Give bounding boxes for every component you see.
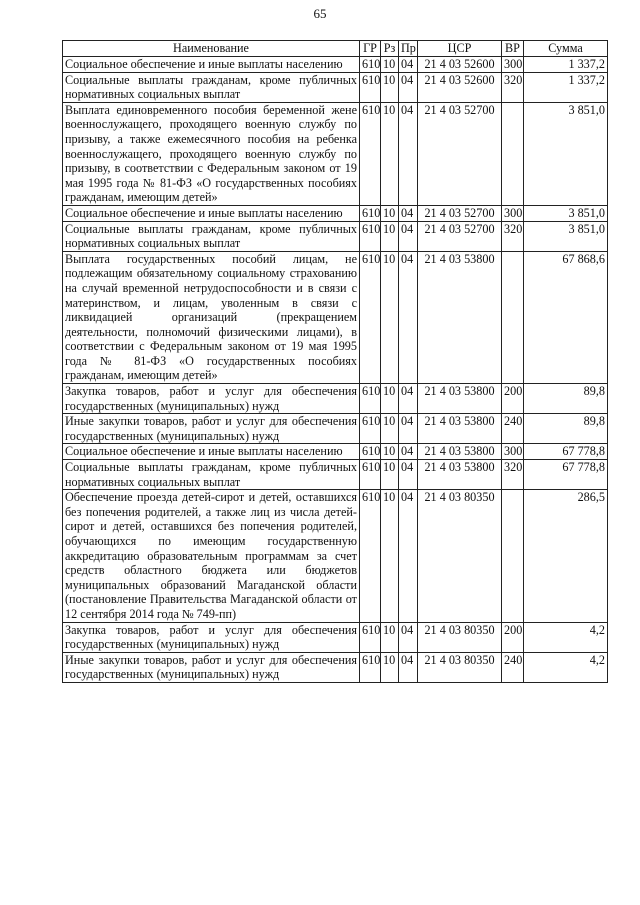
cell-csr: 21 4 03 52600 [418,72,502,102]
table-row [63,57,608,73]
header-vr: ВР [502,41,524,57]
cell-gr: 610 [360,490,381,622]
cell-gr: 610 [360,622,381,652]
cell-pr: 04 [399,102,418,205]
cell-sum: 286,5 [524,490,608,622]
cell-csr: 21 4 03 52600 [418,57,502,73]
table-row [63,490,608,622]
cell-rz: 10 [381,57,399,73]
cell-sum: 4,2 [524,622,608,652]
cell-rz: 10 [381,490,399,622]
cell-rz: 10 [381,444,399,460]
cell-name: Социальное обеспечение и иные выплаты населению [63,444,360,460]
table-row [63,384,608,414]
cell-sum: 1 337,2 [524,57,608,73]
cell-csr: 21 4 03 53800 [418,251,502,383]
table-row [63,205,608,221]
budget-table [62,40,608,683]
table-header [63,41,608,57]
header-csr: ЦСР [418,41,502,57]
cell-csr: 21 4 03 53800 [418,414,502,444]
cell-vr: 200 [502,622,524,652]
cell-pr: 04 [399,205,418,221]
cell-sum: 89,8 [524,414,608,444]
cell-name: Социальные выплаты гражданам, кроме публичных нормативных социальных выплат [63,72,360,102]
cell-vr: 320 [502,72,524,102]
cell-rz: 10 [381,102,399,205]
table-row [63,251,608,383]
cell-csr: 21 4 03 80350 [418,652,502,682]
cell-vr: 300 [502,444,524,460]
cell-sum: 1 337,2 [524,72,608,102]
cell-name: Обеспечение проезда детей-сирот и детей, оставшихся без попечения родителей, а также лиц из числа детей-сирот и детей, оставшихся без попечения родителей, обучающихся по имеющим государственную аккредитацию образовательным программам за счет средств областного бюджета или бюджетов муниципальных образований Магаданской области (постановление Правительства Магаданской области от 12 сентября 2014 года № 749-пп) [63,490,360,622]
cell-rz: 10 [381,221,399,251]
cell-gr: 610 [360,414,381,444]
table-body [63,57,608,683]
cell-rz: 10 [381,460,399,490]
cell-sum: 4,2 [524,652,608,682]
cell-pr: 04 [399,622,418,652]
cell-csr: 21 4 03 52700 [418,221,502,251]
cell-sum: 67 778,8 [524,460,608,490]
header-name: Наименование [63,41,360,57]
cell-gr: 610 [360,444,381,460]
cell-rz: 10 [381,205,399,221]
table-row [63,622,608,652]
cell-sum: 67 868,6 [524,251,608,383]
table-row [63,460,608,490]
cell-gr: 610 [360,652,381,682]
cell-gr: 610 [360,72,381,102]
table-row [63,72,608,102]
header-rz: Рз [381,41,399,57]
cell-pr: 04 [399,384,418,414]
cell-vr: 240 [502,652,524,682]
header-sum: Сумма [524,41,608,57]
cell-name: Социальные выплаты гражданам, кроме публичных нормативных социальных выплат [63,221,360,251]
cell-name: Иные закупки товаров, работ и услуг для обеспечения государственных (муниципальных) нужд [63,652,360,682]
cell-csr: 21 4 03 53800 [418,444,502,460]
cell-gr: 610 [360,460,381,490]
cell-rz: 10 [381,384,399,414]
cell-rz: 10 [381,622,399,652]
cell-gr: 610 [360,221,381,251]
cell-vr [502,490,524,622]
cell-gr: 610 [360,57,381,73]
table-row [63,444,608,460]
cell-name: Социальные выплаты гражданам, кроме публичных нормативных социальных выплат [63,460,360,490]
cell-vr [502,102,524,205]
cell-sum: 3 851,0 [524,221,608,251]
cell-csr: 21 4 03 80350 [418,490,502,622]
cell-pr: 04 [399,251,418,383]
cell-sum: 3 851,0 [524,102,608,205]
table-row [63,414,608,444]
cell-name: Социальное обеспечение и иные выплаты населению [63,57,360,73]
cell-csr: 21 4 03 53800 [418,460,502,490]
cell-rz: 10 [381,414,399,444]
cell-pr: 04 [399,490,418,622]
cell-csr: 21 4 03 80350 [418,622,502,652]
header-pr: Пр [399,41,418,57]
cell-name: Закупка товаров, работ и услуг для обеспечения государственных (муниципальных) нужд [63,384,360,414]
cell-sum: 89,8 [524,384,608,414]
cell-rz: 10 [381,652,399,682]
cell-csr: 21 4 03 52700 [418,102,502,205]
cell-name: Иные закупки товаров, работ и услуг для обеспечения государственных (муниципальных) нужд [63,414,360,444]
table-row [63,652,608,682]
cell-vr: 320 [502,460,524,490]
cell-name: Социальное обеспечение и иные выплаты населению [63,205,360,221]
header-gr: ГР [360,41,381,57]
cell-pr: 04 [399,652,418,682]
cell-name: Выплата государственных пособий лицам, не подлежащим обязательному социальному страхованию на случай временной нетрудоспособности и в связи с материнством, и лицам, уволенным в связи с ликвидацией организаций (прекращением деятельности, полномочий физическими лицами), в соответствии с Федеральным законом от 19 мая 1995 года № 81-ФЗ «О государственных пособиях гражданам, имеющим детей» [63,251,360,383]
page-number: 65 [313,6,327,21]
cell-gr: 610 [360,102,381,205]
cell-rz: 10 [381,72,399,102]
cell-vr: 300 [502,205,524,221]
cell-csr: 21 4 03 53800 [418,384,502,414]
cell-pr: 04 [399,460,418,490]
cell-csr: 21 4 03 52700 [418,205,502,221]
cell-vr: 320 [502,221,524,251]
cell-sum: 67 778,8 [524,444,608,460]
cell-pr: 04 [399,414,418,444]
cell-sum: 3 851,0 [524,205,608,221]
cell-pr: 04 [399,72,418,102]
cell-pr: 04 [399,444,418,460]
cell-gr: 610 [360,205,381,221]
cell-pr: 04 [399,57,418,73]
cell-vr: 200 [502,384,524,414]
table-row [63,102,608,205]
cell-name: Выплата единовременного пособия беременной жене военнослужащего, проходящего военную службу по призыву, а также ежемесячного пособия на ребенка военнослужащего, проходящего военную службу по призыву, в соответствии с Федеральным законом от 19 мая 1995 года № 81-ФЗ «О государственных пособиях гражданам, имеющим детей» [63,102,360,205]
table-row [63,221,608,251]
cell-gr: 610 [360,251,381,383]
cell-pr: 04 [399,221,418,251]
cell-vr: 240 [502,414,524,444]
cell-rz: 10 [381,251,399,383]
cell-name: Закупка товаров, работ и услуг для обеспечения государственных (муниципальных) нужд [63,622,360,652]
cell-vr [502,251,524,383]
cell-gr: 610 [360,384,381,414]
cell-vr: 300 [502,57,524,73]
